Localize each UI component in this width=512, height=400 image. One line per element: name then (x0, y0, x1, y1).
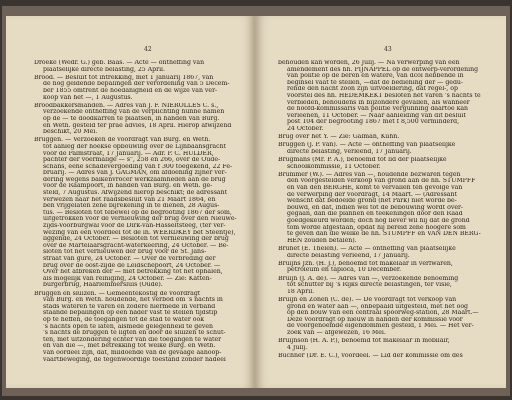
text-line: Deze voordragt op nieuw in handen der kommissie voor (287, 316, 463, 323)
text-line: petroleum en tapioca, 10 December. (287, 267, 402, 274)
text-line: stads wateren te varen en zodere hiermede in verband (43, 303, 216, 310)
text-line: verbieden, behoudens in bijzondere gevallen, als wanneer (287, 99, 470, 106)
text-line: beschikt, 20 Mei. (43, 129, 98, 136)
page-number: 43 (384, 46, 392, 53)
text-line: uitgetrokken voor de vernieuwing der brug over den Nieuwe- (43, 216, 237, 223)
text-line: ten, met uitzondering echter van die toegangen te water (43, 336, 222, 343)
text-line: staande bepalingen op een nader vast te stellen tijdstip (43, 310, 218, 317)
index-entry (34, 137, 242, 289)
text-line: vaartbeweging, de tegenwoordige toestand zonder nadeel (43, 356, 226, 363)
text-line: bouwd, en dat, indien wel tot de bebouwing wordt over- (287, 204, 464, 211)
text-line: Bruggen. — Verzoeken de voordragt van Burg. en Weth. (34, 137, 211, 144)
text-line: verleenen, 11 October. — Naar aanleiding van dit besluit (287, 112, 466, 119)
text-line: op de — te doodkarren te plaatsen, in handen van Burg. (43, 115, 220, 122)
text-line: over de Martelaarsgracht-waterkeering, 24 October. — Be- (43, 242, 229, 249)
text-line: Bruijns Jzn. (H. J.), benoemd tot makelaar in verfwaren, (278, 260, 453, 267)
text-line: Droeke (Wedr. G.) geb. Baas. — Acte — ontheffing van (34, 60, 205, 66)
left-page (6, 16, 254, 388)
text-line: Brugmans (Mr. P. A.), benoemd tot lid der plaatselijke (278, 157, 447, 164)
text-line: tom worde afgestaan, opdat hij bereid zene hoogere som (287, 224, 466, 231)
text-line: en van den BERGHE, komt te vervallen ten gevolge van (287, 185, 463, 192)
text-line: 24 October. (287, 125, 324, 132)
index-entry (278, 261, 486, 274)
text-line: Over het afbreken der — met betrekking tot het ophalen, (43, 269, 223, 276)
index-entry (278, 338, 486, 351)
text-line: de nog geldende bepalingen der verordening van 5 Decem- (43, 81, 230, 88)
text-line: en Weth. gesteld ter prae advies, 18 April. Hierop afwijzend (43, 122, 232, 129)
text-line: voor de Palmstraat, 17 Januarij. — Adr. P. C. HULDER, (43, 150, 214, 157)
text-line: zoek van — afgewezen, 16 Mei. (287, 329, 386, 336)
index-entry (278, 353, 486, 360)
text-line: Bruijnson (H. A. P.), benoemd tot makelaar in mobilair, (278, 338, 450, 345)
text-line: post 104 der begrooting 1867 met f 8,500 verminderd, (287, 119, 460, 126)
page-number: 42 (144, 46, 152, 53)
text-line: de hoofd-kommissaris van politie vergunning daartoe kan (287, 106, 469, 113)
text-column (34, 60, 242, 363)
text-line: beginsel vaat te stellen, —dat de bediening der — gedu- (287, 79, 463, 86)
book-spread (2, 6, 510, 396)
text-line: schans, eene schadevergoeding van f 300 toegekend, 22 Fe- (43, 163, 233, 170)
text-line: zijds-Voorburgwal voor de Dirk-van-Hasseltsteeg, (ter ver- (43, 223, 226, 230)
text-line: 18 April. (287, 288, 315, 295)
text-line: 's nachts open te laten, alsmede gelegenheid te geven (43, 323, 214, 330)
text-column (278, 60, 486, 359)
text-line: en van die —, met betrekking tot welke Burg. en Weth. (43, 343, 216, 350)
text-line: burgerbrug, Haarlemmersluis (Oude). (43, 282, 163, 289)
text-line: Bruijn (J. A. de). — Adres van —, verzoekende benoeming (278, 275, 459, 282)
text-line: dering wegens balkenvrocer werkzaamheden aan de brug (43, 176, 226, 183)
index-entry (278, 60, 486, 133)
text-line: ber 1855 omtrent de hoedanigheid en de wijze van ver- (43, 87, 218, 94)
text-line: verzoekende ontheffing van de verplichting hunne namen (43, 109, 225, 116)
text-line: Brood. — Besluit tot intrekking, met 1 Januarij 1867, van (34, 74, 214, 81)
text-line: wenscht dat bedoelde grond (het Park) niet worde be- (287, 198, 457, 205)
text-line: te geven dan die welke de hh. STUMPFF en VAN DEN BERG- (287, 231, 481, 238)
text-line: directe belasting verleend, 17 Januarij. (287, 252, 410, 259)
text-line: brug over de oost-zijde de Leidschepoort, 24 October. — (43, 262, 221, 269)
text-line: plaatselijke directe belasting, 25 April. (43, 66, 165, 73)
text-line: gegaan, dan die plannen en teekeningen door den Raad (287, 211, 463, 218)
text-line: op den bouw van een centraal spoorweg-station, 28 Maart.— (287, 310, 479, 317)
index-entry (34, 60, 242, 73)
text-line: den voorgestelden verkoop van grond aan de hh. STUMPFF (287, 178, 476, 185)
index-entry (34, 291, 242, 364)
text-line: 's nachts de bruggen te ligten en door de sluizen te schut- (43, 330, 226, 337)
text-line: rende den nacht zoon zijn uitvoeldering, dat regel-, op (287, 86, 458, 93)
text-line: pachter der voermalige — s", 258 en 266, over de Oude- (43, 157, 221, 164)
text-line: op te heffen, de toegangen tot de stad te water ook (43, 316, 204, 323)
text-line: Broodbakkersmanden. — Adres van J. F. NIEROLLES C. s., (34, 102, 219, 109)
text-line: HEN zouden betalen). (287, 237, 357, 244)
text-line: tus. — Besloten tot tebewel op de begrooting 1867 der som, (43, 209, 232, 216)
text-line: straat van gure, 24 October. — Over de verbreding der (43, 256, 216, 262)
right-page (256, 16, 506, 388)
text-line: verwezen naar het raadsbesluit van 21 Maart 1864, en (43, 196, 216, 203)
text-line: van oordeel zijn, dat, mildoende van de gevaage aanoop- (43, 349, 222, 356)
index-entry (278, 157, 486, 170)
text-line: steld, 7 Augustus. Afwijzend hierop beschikt; de adressant (43, 190, 228, 197)
text-line: Brunet (E. Thelen). — Acte — ontheffing van plaatselijke (278, 246, 456, 252)
text-line: Bruggen (J. P. van). — Acte — ontheffing van plaatselijke (278, 142, 456, 149)
text-line: bruarij. — Adres van J. GAGMAN, om afdoening zijner ver- (43, 170, 227, 177)
text-line: Bruggen en sluizen. — Gemeentekostig de voordragt (34, 290, 201, 297)
index-entry (278, 297, 486, 337)
text-line: behouden kan worden, 26 Julij. — Na verwerping van een (278, 60, 460, 66)
text-line: tot aanleg der hoekse opbouwing over de Lijnbaansgracht (43, 143, 227, 150)
index-entry (278, 142, 486, 155)
text-line: ben vrijgelaten zene bijrekening in te dienen, 28 Augus- (43, 203, 220, 210)
text-line: 4 Julij. (287, 344, 308, 351)
text-line: van Burg. en Weth. houdende, het verbod om 's nachts in (43, 297, 223, 304)
text-line: Brug over het Y. — Zie: Galman, Kuhn. (278, 134, 400, 141)
index-entry (34, 103, 242, 136)
text-line: wezing van een voordeel tot de in. WEERDKEY bet Steentje), (43, 229, 236, 236)
text-line: koop van het —, 1 Augustus. (43, 94, 133, 101)
text-line: van politie op de beren en watere, van dcol hebbende in (287, 73, 464, 80)
text-line: schoolkommissie, 11 October. (287, 163, 381, 170)
text-line: grond en water aan —, onbepaald uitgesteld, met het oog (287, 303, 469, 310)
text-line: als mogelijk van reiniging, 24 October. — Zie: Katten- (43, 275, 212, 282)
index-entry (278, 246, 486, 259)
text-line: goedgekeurd worden; doch nog liever wil hij dat de grond (287, 218, 470, 225)
text-line: sloten tot het vernieuwen der brug voor de St. Jans- (43, 249, 207, 256)
index-entry (278, 134, 486, 141)
index-entry (278, 276, 486, 296)
text-line: amendement des hh. PIJNAPPEL op de ontwerp-verordening (287, 66, 479, 73)
text-line: Brummer (W.). — Adres van —, houdende bezwaren tegen (278, 171, 461, 178)
text-line: liggende, 24 October. — Besloten tot vernieuwing der brug (43, 236, 229, 243)
index-entry (278, 172, 486, 245)
text-line: Büchner (Dr. E. C.), voordeel. — Lid der kommissie om des (278, 352, 463, 359)
index-entry (34, 75, 242, 101)
text-line: voor de Raampoort, in handen van Burg. en Weth. ge- (43, 183, 213, 190)
text-line: directe belasting, verleend, 17 Januarij. (287, 148, 412, 155)
text-line: voorstel des hh. HEDEMKEKT besloten het varen 's nachts te (287, 92, 481, 99)
text-line: tot schutter bij 's Rijks directe belastingen, ter visie, (287, 282, 452, 289)
text-line: Bruijn en Zonen (C. de). — De voordragt tot verkoop van (278, 296, 457, 303)
text-line: de verwerping der voordragt, 14 Maart. — (Adressant (287, 191, 457, 198)
text-line: de voorgenoemde eigendommen gesteld, 1 Mei. — Het ver- (287, 323, 474, 330)
